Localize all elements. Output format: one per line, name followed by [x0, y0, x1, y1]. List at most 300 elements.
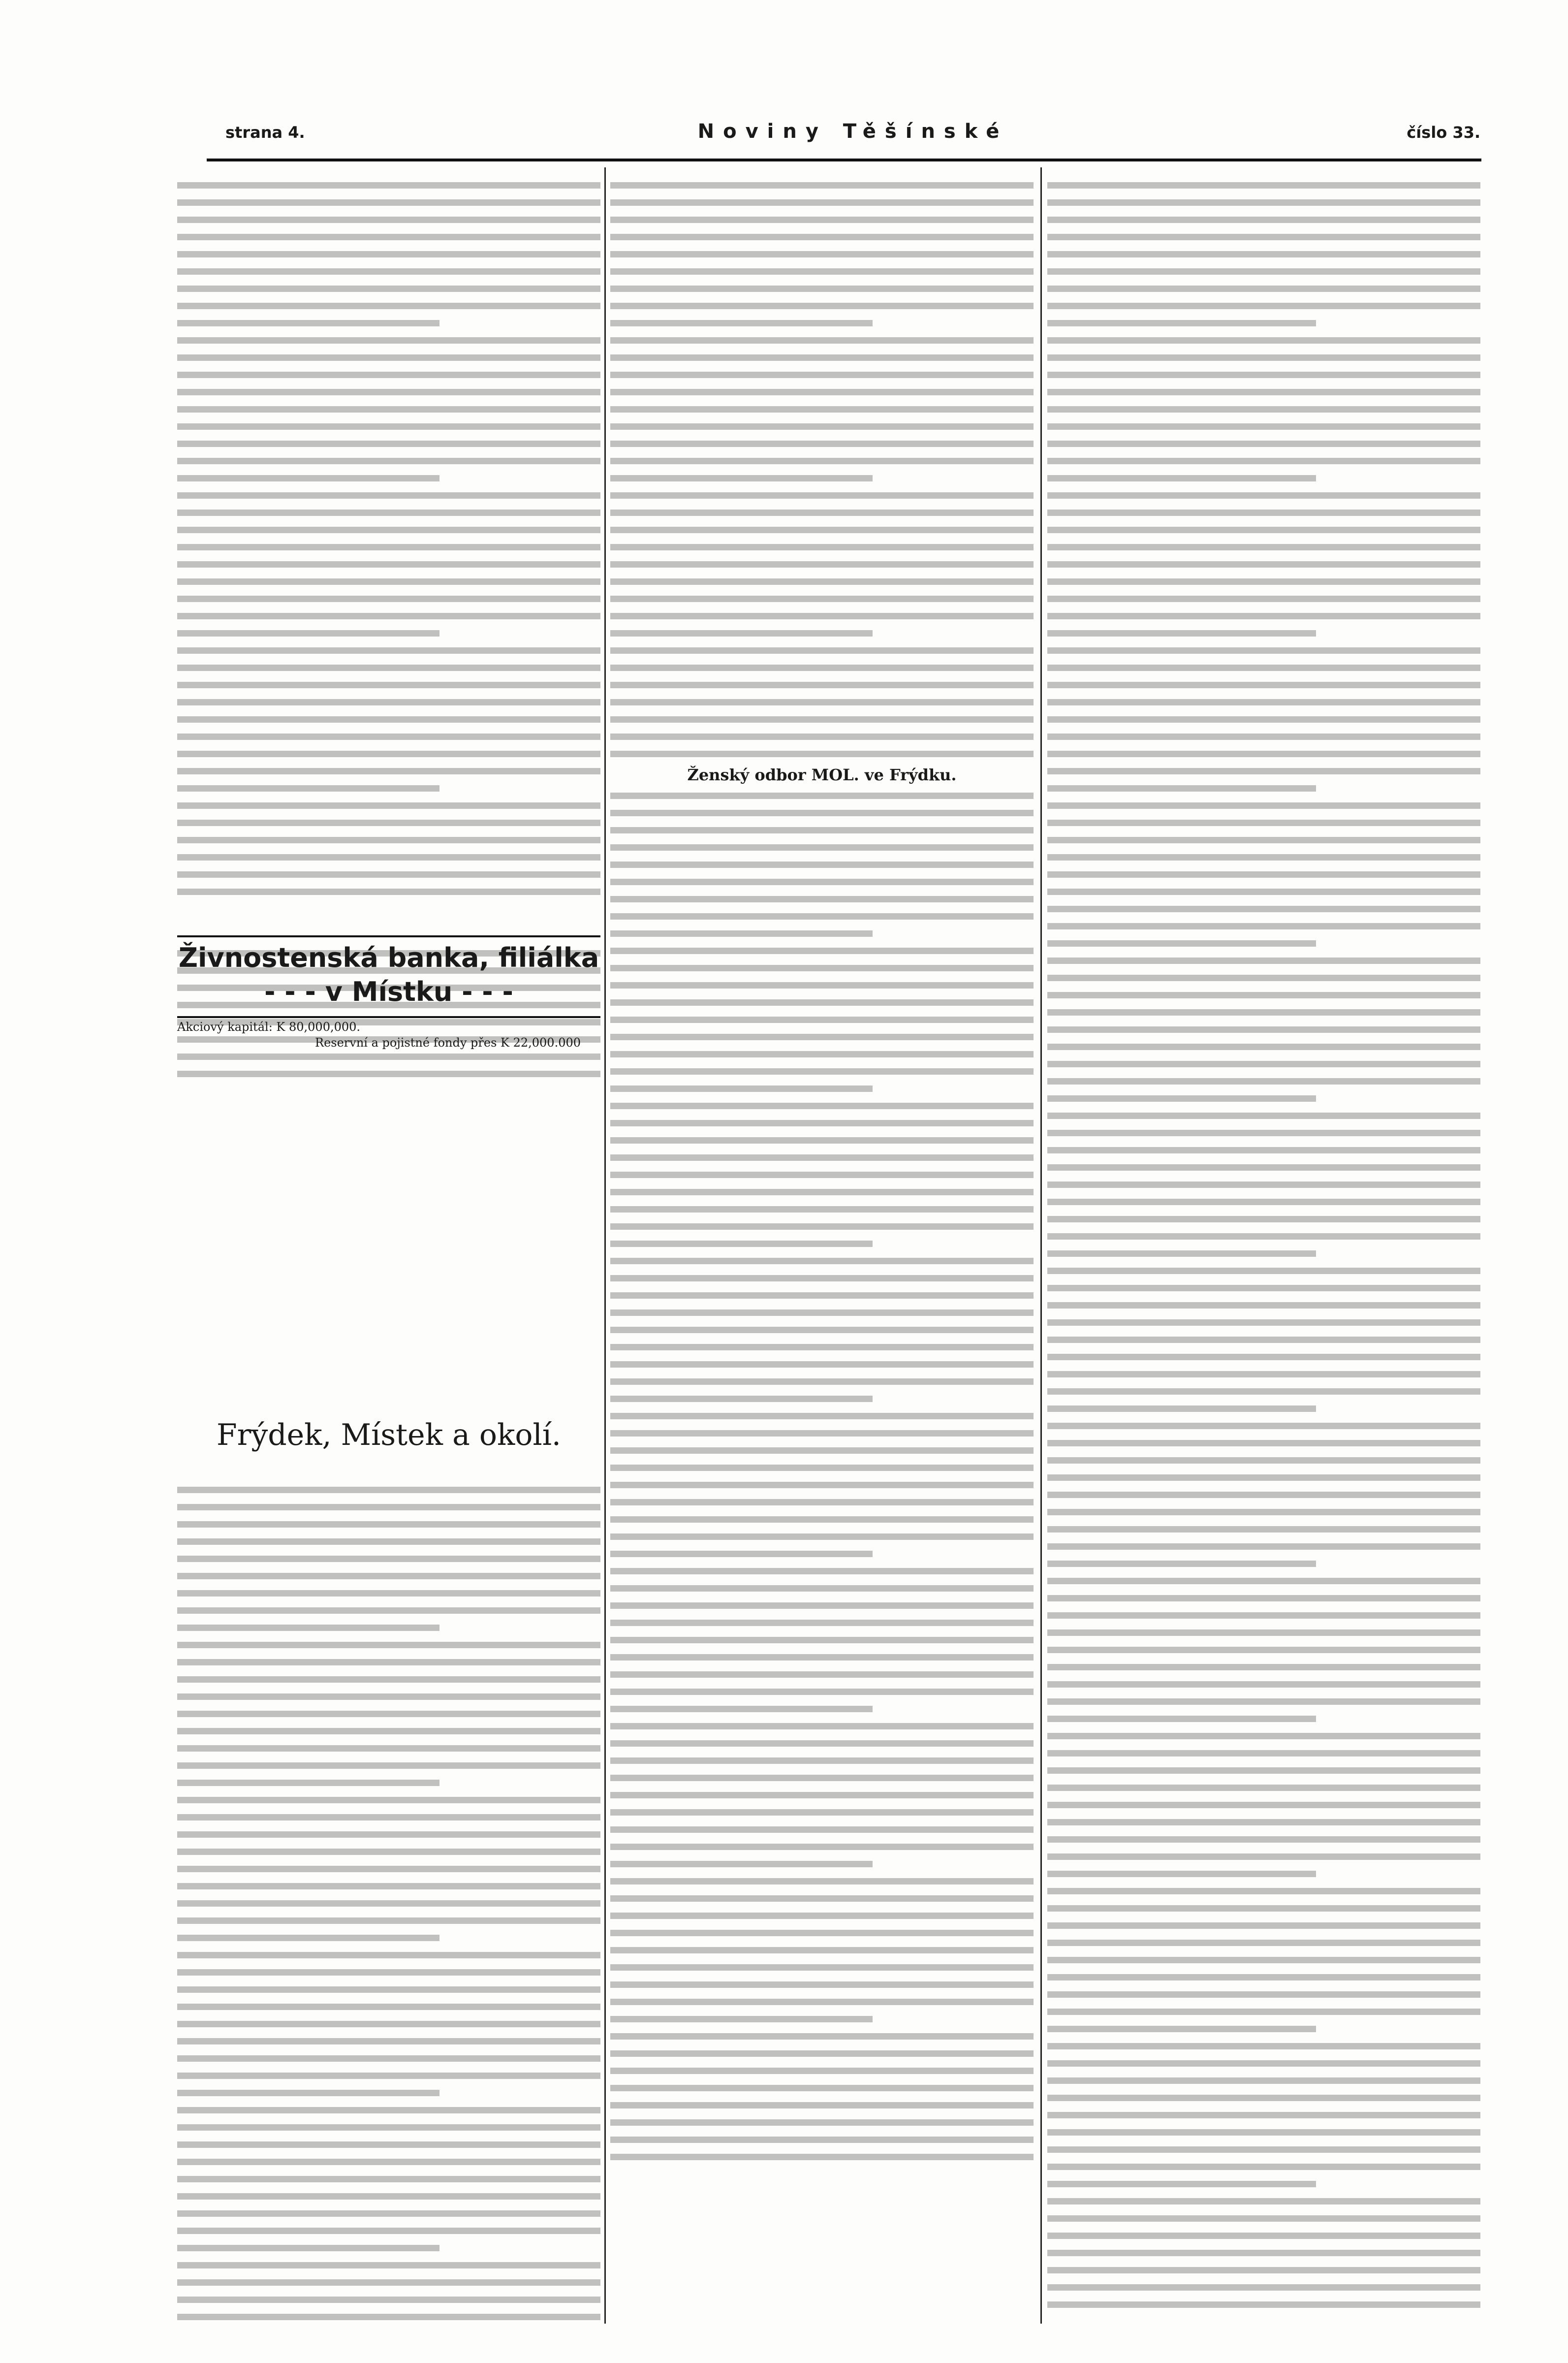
text-line [177, 820, 600, 826]
text-line [610, 217, 1034, 223]
text-line [1047, 802, 1480, 809]
text-line [610, 1947, 1034, 1953]
bank-meta [177, 1019, 600, 1051]
text-line [1047, 1785, 1480, 1791]
text-line [1047, 975, 1480, 981]
text-line [610, 1964, 1034, 1971]
text-line [1047, 992, 1480, 998]
text-line [1047, 1940, 1480, 1946]
text-line [1047, 1147, 1480, 1153]
text-line [177, 1487, 600, 1493]
text-line [1047, 1888, 1480, 1894]
text-line [610, 613, 1034, 619]
text-line [1047, 2284, 1480, 2291]
text-line [1047, 1026, 1480, 1033]
text-line [1047, 1612, 1480, 1619]
text-line [610, 578, 1034, 585]
text-line [610, 1689, 1034, 1695]
text-line [610, 1844, 1034, 1850]
text-line [610, 2137, 1034, 2143]
text-line [177, 1711, 600, 1717]
text-line [177, 1676, 600, 1683]
text-block [1047, 182, 1480, 2319]
text-line [1047, 182, 1480, 189]
text-line [177, 320, 439, 326]
text-line [610, 458, 1034, 464]
running-header [225, 120, 1480, 153]
text-line [1047, 2095, 1480, 2101]
text-line [1047, 423, 1480, 430]
text-line [610, 2068, 1034, 2074]
text-line [610, 1723, 1034, 1729]
text-line [177, 2210, 600, 2217]
text-line [177, 1659, 600, 1665]
text-block [610, 182, 1034, 768]
text-line [177, 1607, 600, 1614]
text-line [610, 1396, 873, 1402]
text-line [1047, 199, 1480, 206]
text-line [177, 2107, 600, 2113]
text-line [1047, 268, 1480, 275]
text-line [177, 2090, 439, 2096]
text-line [610, 2085, 1034, 2091]
text-line [1047, 2060, 1480, 2067]
text-line [177, 630, 439, 637]
text-line [610, 1430, 1034, 1437]
text-line [177, 682, 600, 688]
text-line [610, 1637, 1034, 1643]
text-line [1047, 2026, 1316, 2032]
text-line [177, 182, 600, 189]
text-line [610, 337, 1034, 344]
column-1 [177, 167, 600, 2324]
text-line [1047, 1681, 1480, 1688]
text-line [177, 2038, 600, 2044]
text-line [1047, 458, 1480, 464]
capital-line: Akciový kapitál: K 80,000,000. [177, 1020, 361, 1034]
text-line [610, 665, 1034, 671]
text-line [1047, 682, 1480, 688]
text-line [610, 1671, 1034, 1678]
text-line [1047, 1974, 1480, 1980]
text-line [610, 1809, 1034, 1816]
text-line [177, 665, 600, 671]
text-line [610, 930, 873, 937]
text-line [610, 1499, 1034, 1505]
text-line [610, 647, 1034, 654]
text-line [1047, 354, 1480, 361]
text-line [1047, 630, 1316, 637]
text-line [1047, 1509, 1480, 1515]
text-line [1047, 1819, 1480, 1825]
text-line [177, 561, 600, 568]
text-line [610, 1051, 1034, 1057]
text-line [1047, 716, 1480, 723]
text-line [1047, 2129, 1480, 2136]
text-line [1047, 906, 1480, 912]
text-line [177, 2141, 600, 2148]
text-line [177, 492, 600, 499]
text-line [610, 896, 1034, 902]
text-line [177, 1797, 600, 1803]
text-line [610, 699, 1034, 705]
text-line [1047, 1836, 1480, 1843]
text-line [1047, 578, 1480, 585]
text-line [1047, 1767, 1480, 1774]
text-line [610, 1447, 1034, 1454]
text-line [1047, 527, 1480, 533]
text-line [177, 1986, 600, 1993]
text-line [1047, 1423, 1480, 1429]
text-line [610, 1068, 1034, 1075]
text-line [610, 1533, 1034, 1540]
text-line [1047, 1492, 1480, 1498]
text-line [1047, 1853, 1480, 1860]
text-line [177, 510, 600, 516]
text-line [177, 303, 600, 309]
text-block [610, 793, 1034, 2171]
text-line [610, 389, 1034, 395]
text-line [1047, 1474, 1480, 1481]
text-line [1047, 1130, 1480, 1136]
text-line [610, 1361, 1034, 1368]
text-line [1047, 1905, 1480, 1912]
text-line [610, 1999, 1034, 2005]
text-line [610, 1757, 1034, 1764]
text-line [1047, 1250, 1316, 1257]
text-line [610, 1568, 1034, 1574]
text-line [1047, 1061, 1480, 1067]
text-line [610, 1792, 1034, 1798]
text-line [177, 2262, 600, 2268]
text-line [1047, 406, 1480, 413]
text-line [177, 2159, 600, 2165]
text-line [1047, 1302, 1480, 1309]
ad-title: Živnostenská banka, filiálka [178, 942, 599, 973]
text-line [1047, 1319, 1480, 1326]
text-line [177, 2176, 600, 2182]
text-line [1047, 320, 1316, 326]
text-line [610, 630, 873, 637]
text-line [1047, 2181, 1316, 2187]
text-line [177, 389, 600, 395]
text-line [1047, 785, 1316, 792]
text-line [1047, 1750, 1480, 1756]
text-line [1047, 1164, 1480, 1171]
text-line [177, 2073, 600, 2079]
text-line [610, 1981, 1034, 1988]
text-line [1047, 751, 1480, 757]
text-line [610, 1620, 1034, 1626]
text-line [610, 2154, 1034, 2160]
text-line [610, 913, 1034, 920]
text-line [610, 948, 1034, 954]
text-line [177, 1054, 600, 1060]
text-line [610, 1740, 1034, 1747]
text-line [177, 1935, 439, 1941]
text-line [177, 199, 600, 206]
text-line [610, 475, 873, 481]
text-line [610, 862, 1034, 868]
text-line [1047, 1268, 1480, 1274]
text-line [177, 527, 600, 533]
text-line [1047, 1354, 1480, 1360]
text-line [1047, 1113, 1480, 1119]
text-line [1047, 561, 1480, 568]
text-line [1047, 217, 1480, 223]
text-line [610, 965, 1034, 971]
text-line [1047, 1647, 1480, 1653]
text-line [1047, 854, 1480, 861]
text-line [610, 1189, 1034, 1195]
text-line [177, 1071, 600, 1077]
text-line [1047, 1009, 1480, 1016]
text-line [177, 2004, 600, 2010]
text-line [177, 544, 600, 550]
text-line [610, 844, 1034, 851]
text-line [177, 1538, 600, 1545]
text-line [1047, 1957, 1480, 1963]
text-line [177, 699, 600, 705]
text-line [1047, 647, 1480, 654]
text-line [1047, 1285, 1480, 1291]
text-line [610, 1223, 1034, 1230]
text-line [1047, 2009, 1480, 2015]
text-line [610, 303, 1034, 309]
text-line [610, 1775, 1034, 1781]
text-line [610, 1826, 1034, 1833]
text-line [610, 734, 1034, 740]
page-number: strana 4. [225, 123, 305, 142]
text-line [610, 1327, 1034, 1333]
text-line [610, 1895, 1034, 1902]
text-block [177, 182, 600, 906]
text-line [1047, 2043, 1480, 2049]
text-line [177, 337, 600, 344]
text-line [1047, 1526, 1480, 1533]
text-line [177, 1728, 600, 1734]
text-line [1047, 1457, 1480, 1464]
text-line [610, 751, 1034, 757]
text-line [177, 1900, 600, 1907]
text-line [1047, 613, 1480, 619]
text-line [177, 441, 600, 447]
text-line [610, 1309, 1034, 1316]
subheading: Ženský odbor MOL. ve Frýdku. [687, 766, 957, 784]
text-line [177, 475, 439, 481]
text-line [177, 1780, 439, 1786]
text-line [610, 1551, 873, 1557]
text-line [1047, 1095, 1316, 1102]
text-line [177, 286, 600, 292]
text-line [1047, 1991, 1480, 1998]
text-line [1047, 389, 1480, 395]
text-line [177, 2228, 600, 2234]
text-line [1047, 1199, 1480, 1205]
text-line [177, 354, 600, 361]
text-line [177, 1849, 600, 1855]
text-line [177, 1883, 600, 1889]
text-line [177, 2245, 439, 2251]
text-line [610, 2033, 1034, 2040]
text-line [1047, 510, 1480, 516]
text-line [1047, 734, 1480, 740]
text-line [610, 1172, 1034, 1178]
text-line [610, 999, 1034, 1006]
text-line [610, 268, 1034, 275]
text-line [610, 320, 873, 326]
text-line [177, 613, 600, 619]
text-line [610, 1378, 1034, 1385]
text-line [177, 251, 600, 257]
text-line [610, 199, 1034, 206]
text-line [177, 1573, 600, 1579]
text-line [1047, 2215, 1480, 2222]
text-line [177, 1814, 600, 1820]
text-line [610, 1103, 1034, 1109]
text-line [610, 1241, 873, 1247]
text-line [610, 1585, 1034, 1592]
text-line [610, 982, 1034, 989]
text-line [1047, 699, 1480, 705]
text-line [610, 682, 1034, 688]
text-line [610, 544, 1034, 550]
text-line [177, 268, 600, 275]
text-line [610, 1482, 1034, 1488]
text-line [177, 423, 600, 430]
text-line [177, 406, 600, 413]
text-line [1047, 1802, 1480, 1808]
text-line [610, 1086, 873, 1092]
text-line [177, 2124, 600, 2131]
text-line [1047, 2233, 1480, 2239]
text-line [610, 1344, 1034, 1350]
text-line [1047, 475, 1316, 481]
text-line [610, 1154, 1034, 1161]
text-line [1047, 1733, 1480, 1739]
text-line [610, 441, 1034, 447]
text-line [1047, 1716, 1316, 1722]
text-line [610, 354, 1034, 361]
text-line [610, 372, 1034, 378]
text-line [1047, 1405, 1316, 1412]
column-3 [1047, 167, 1480, 2324]
text-line [610, 1034, 1034, 1040]
text-line [610, 527, 1034, 533]
text-line [610, 1292, 1034, 1299]
text-line [1047, 1233, 1480, 1240]
text-line [610, 1602, 1034, 1609]
text-line [1047, 286, 1480, 292]
text-line [610, 1913, 1034, 1919]
text-line [1047, 441, 1480, 447]
text-line [1047, 940, 1316, 947]
text-line [610, 2102, 1034, 2108]
text-line [177, 1693, 600, 1700]
text-line [1047, 492, 1480, 499]
section-heading: Frýdek, Místek a okolí. [217, 1418, 561, 1452]
text-line [610, 1258, 1034, 1264]
text-line [610, 251, 1034, 257]
text-line [1047, 1044, 1480, 1050]
text-line [610, 406, 1034, 413]
text-line [177, 1745, 600, 1752]
text-line [1047, 337, 1480, 344]
text-line [610, 879, 1034, 885]
text-line [610, 2016, 873, 2022]
text-line [177, 1831, 600, 1838]
ad-subtitle: - - - v Místku - - - [264, 976, 513, 1007]
text-line [177, 1917, 600, 1924]
text-line [177, 2297, 600, 2303]
text-line [1047, 1871, 1316, 1877]
text-line [177, 2193, 600, 2200]
text-line [1047, 251, 1480, 257]
text-line [1047, 596, 1480, 602]
text-line [1047, 2077, 1480, 2084]
text-line [177, 1969, 600, 1976]
text-line [177, 785, 439, 792]
reserves-line: Reservní a pojistné fondy přes K 22,000.000 [315, 1036, 581, 1050]
text-line [610, 510, 1034, 516]
text-line [1047, 1216, 1480, 1222]
text-line [1047, 1078, 1480, 1085]
bank-advertisement [177, 935, 600, 1018]
text-line [177, 1762, 600, 1769]
text-line [177, 1625, 439, 1631]
text-line [1047, 1388, 1480, 1395]
text-line [610, 1878, 1034, 1884]
text-line [1047, 1182, 1480, 1188]
text-line [177, 1642, 600, 1648]
text-line [177, 734, 600, 740]
text-line [1047, 2301, 1480, 2308]
text-line [610, 1654, 1034, 1660]
text-line [177, 2279, 600, 2286]
text-line [1047, 1922, 1480, 1929]
text-line [610, 1137, 1034, 1144]
text-line [177, 837, 600, 843]
text-line [1047, 837, 1480, 843]
text-line [177, 854, 600, 861]
text-line [1047, 2267, 1480, 2273]
header-rule [207, 159, 1481, 161]
text-line [610, 1275, 1034, 1281]
text-line [1047, 2164, 1480, 2170]
text-line [1047, 923, 1480, 929]
text-line [610, 1861, 873, 1867]
text-line [610, 2050, 1034, 2057]
text-line [610, 827, 1034, 833]
text-line [177, 2021, 600, 2027]
text-line [177, 802, 600, 809]
text-line [610, 793, 1034, 799]
text-line [610, 1017, 1034, 1023]
text-line [1047, 1371, 1480, 1377]
text-line [1047, 871, 1480, 878]
text-line [1047, 234, 1480, 240]
text-line [1047, 303, 1480, 309]
text-line [1047, 1337, 1480, 1343]
text-line [1047, 820, 1480, 826]
text-line [177, 1590, 600, 1597]
text-line [1047, 2112, 1480, 2118]
text-line [610, 492, 1034, 499]
text-line [1047, 1595, 1480, 1601]
text-line [177, 596, 600, 602]
text-line [610, 1516, 1034, 1523]
text-line [610, 234, 1034, 240]
